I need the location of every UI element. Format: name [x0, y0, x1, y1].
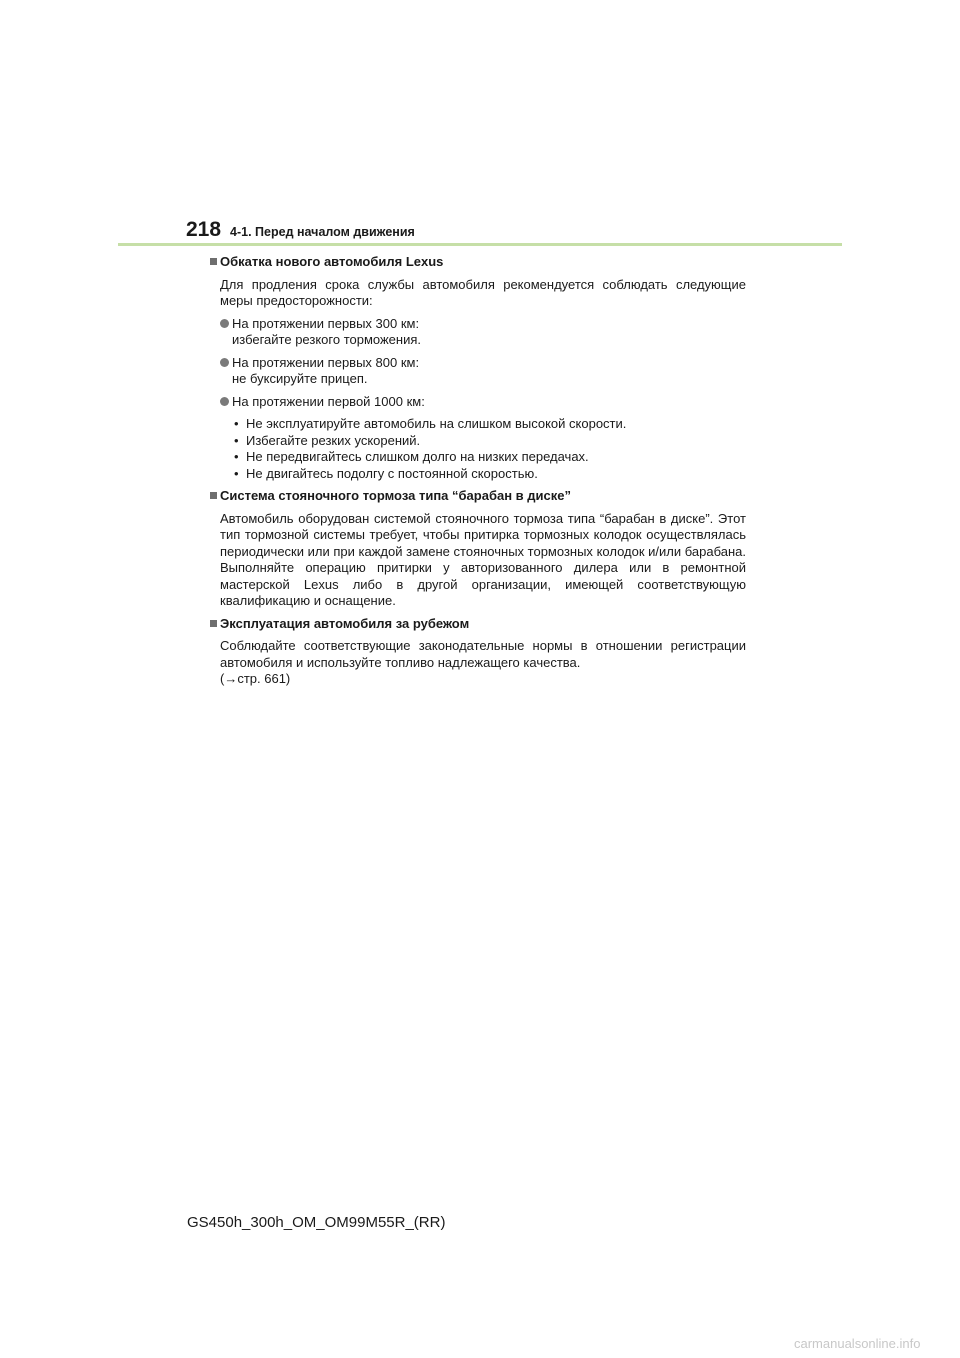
section-title: 4-1. Перед началом движения: [230, 225, 415, 239]
round-bullet-icon: [220, 358, 229, 367]
dot-bullet-icon: •: [234, 465, 239, 481]
sub-list: [232, 416, 746, 482]
bullet-item: [220, 394, 746, 411]
section1-title: Обкатка нового автомобиля Lexus: [220, 254, 444, 269]
section3-text: Соблюдайте соответствующие законодательные нормы в отношении регистрации автомобиля и используйте топливо надлежащего качества.: [220, 638, 746, 670]
bullet-item: [220, 355, 746, 388]
header-divider: [118, 243, 842, 246]
bullet-item: [220, 316, 746, 349]
section3-title: Эксплуатация автомобиля за рубежом: [220, 615, 470, 631]
bullet-title: На протяжении первых 300 км:: [232, 315, 420, 331]
round-bullet-icon: [220, 319, 229, 328]
bullet-text: избегайте резкого торможения.: [232, 332, 422, 347]
round-bullet-icon: [220, 397, 229, 406]
sub-list-item: • Избегайте резких ускорений.: [234, 432, 421, 448]
sub-list-item: • Не эксплуатируйте автомобиль на слишком высокой скорости.: [234, 416, 627, 431]
page-content: [210, 254, 746, 694]
page-header: [186, 218, 415, 242]
watermark: carmanualsonline.info: [794, 1336, 921, 1351]
dot-bullet-icon: •: [234, 449, 239, 464]
square-bullet-icon: [210, 620, 217, 627]
sub-list-item: • Не передвигайтесь слишком долго на низких передачах.: [234, 449, 589, 464]
bullet-title: На протяжении первой 1000 км:: [232, 393, 425, 409]
square-bullet-icon: [210, 258, 217, 265]
sub-list-item: • Не двигайтесь подолгу с постоянной скоростью.: [234, 465, 538, 481]
section3-heading: [210, 616, 746, 633]
dot-bullet-icon: •: [234, 416, 239, 431]
bullet-title: На протяжении первых 800 км:: [232, 354, 420, 370]
section1-intro: Для продления срока службы автомобиля рекомендуется соблюдать следующие меры предосторожности:: [220, 276, 746, 308]
page-number: 218: [186, 218, 222, 241]
document-code: GS450h_300h_OM_OM99M55R_(RR): [187, 1214, 446, 1231]
section1-heading: [210, 254, 746, 271]
bullet-text: не буксируйте прицеп.: [232, 371, 368, 386]
section2-title: Система стояночного тормоза типа “барабан в диске”: [220, 488, 571, 503]
dot-bullet-icon: •: [234, 432, 239, 448]
page-reference: (→стр. 661): [220, 671, 291, 686]
section2-text: Автомобиль оборудован системой стояночного тормоза типа “барабан в диске”. Этот тип тормозной системы требует, чтобы притирка тормозных колодок осуществлялась периодически или при каждой замене стояночных тормозных колодок и/или барабана. Выполняйте операцию притирки у авторизованного дилера или в ремонтной мастерской Lexus либо в другой организации, имеющей соответствующую квалификацию и оснащение.: [220, 510, 746, 608]
square-bullet-icon: [210, 492, 217, 499]
section2-heading: [210, 488, 746, 505]
